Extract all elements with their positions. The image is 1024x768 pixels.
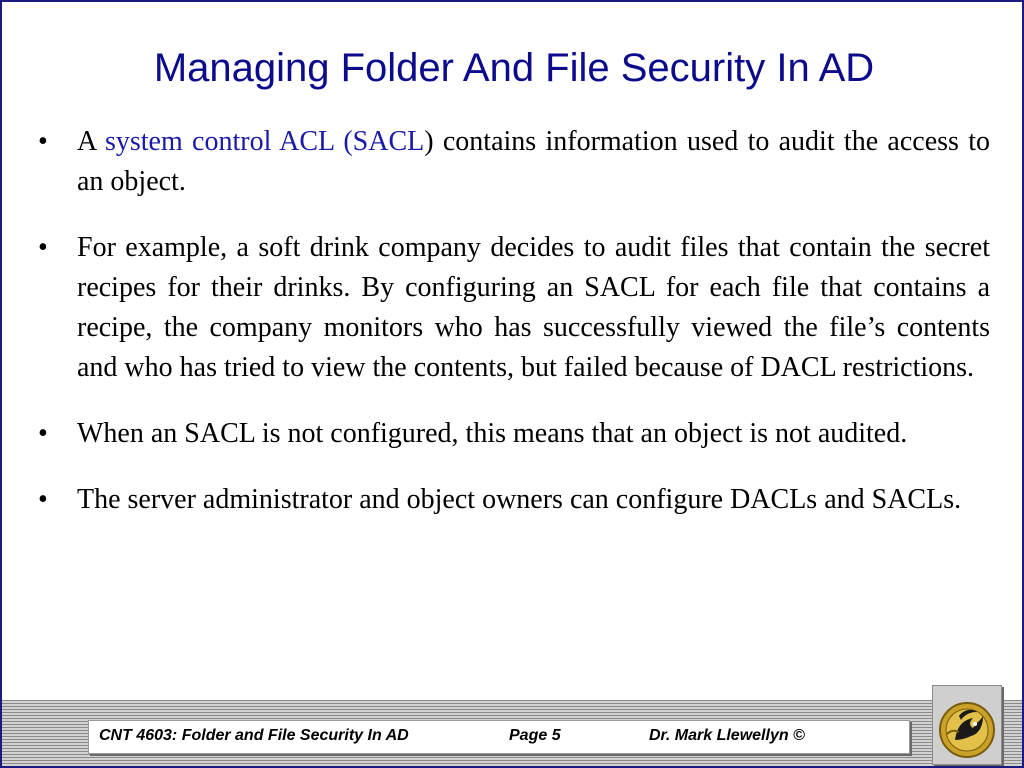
- bullet-marker: •: [38, 484, 48, 515]
- footer-box: [88, 720, 910, 754]
- bullet-text: For example, a soft drink company decides to audit files that contain the secret recipes for their drinks. By configuring an SACL for each file that contains a recipe, the company monitors who has successfully viewed the file’s contents and who has tried to view the contents, but failed because of DACL restrictions.: [77, 232, 990, 383]
- bullet-item-configure: [38, 480, 990, 520]
- bullet-text-suffix: ) contains information used to audit the access to an object.: [77, 126, 990, 197]
- slide-title: Managing Folder And File Security In AD: [153, 46, 875, 90]
- logo-box: [932, 685, 1002, 765]
- bullet-marker: •: [38, 126, 48, 157]
- bullet-text: When an SACL is not configured, this means that an object is not audited.: [77, 418, 908, 449]
- bullet-item-not-configured: [38, 414, 990, 454]
- sacl-term: system control ACL (SACL: [104, 126, 425, 157]
- bullet-item-example: [38, 228, 990, 388]
- footer-author: Dr. Mark Llewellyn ©: [649, 727, 805, 744]
- bullet-text-prefix: A: [77, 126, 105, 157]
- bullet-marker: •: [38, 418, 48, 449]
- bullet-list: [38, 122, 990, 546]
- pegasus-logo-icon: [933, 686, 1001, 764]
- bullet-item-sacl: [38, 122, 990, 202]
- bullet-text: The server administrator and object owners can configure DACLs and SACLs.: [77, 484, 962, 515]
- footer-course: CNT 4603: Folder and File Security In AD: [99, 727, 409, 744]
- footer-page-number: Page 5: [509, 727, 561, 744]
- bullet-marker: •: [38, 232, 48, 263]
